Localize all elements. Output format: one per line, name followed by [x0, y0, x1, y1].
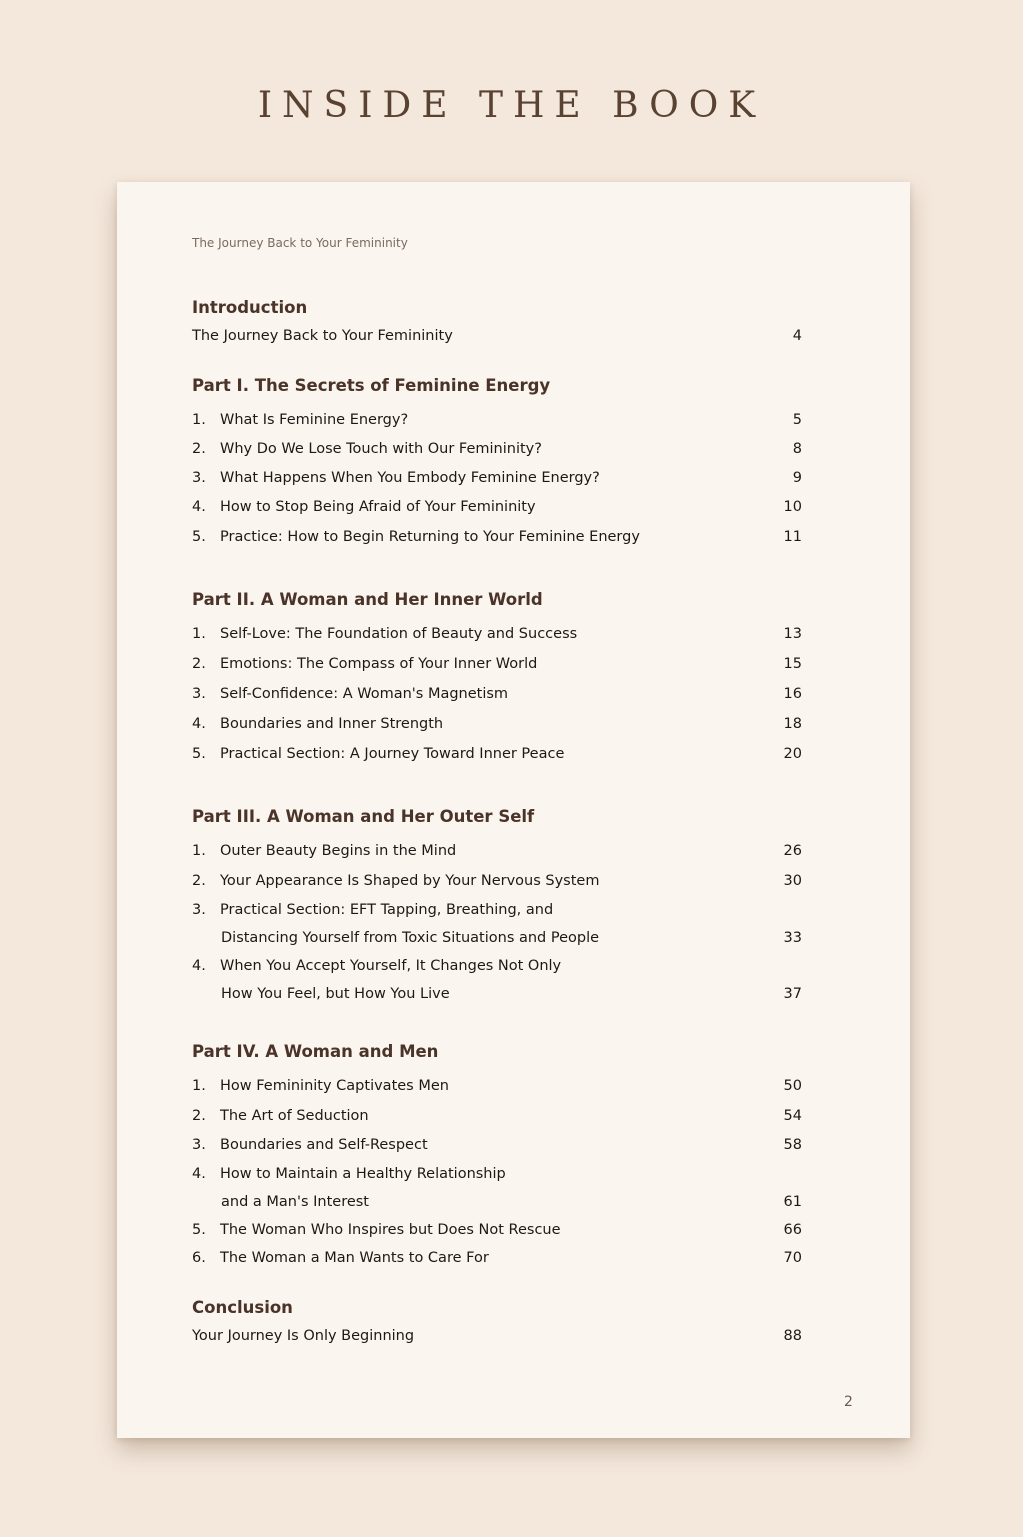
- toc-entry-title: Practical Section: EFT Tapping, Breathing, and: [220, 902, 554, 918]
- toc-entry-number: 3.: [192, 470, 206, 486]
- running-header: The Journey Back to Your Femininity: [192, 236, 408, 250]
- toc-entry-page: 70: [783, 1250, 802, 1266]
- toc-entry-title: How Femininity Captivates Men: [220, 1078, 449, 1094]
- section-title-conclusion: Conclusion: [192, 1298, 293, 1317]
- toc-entry-page: 61: [783, 1194, 802, 1210]
- toc-entry-number: 4.: [192, 958, 206, 974]
- toc-entry-number: 2.: [192, 441, 206, 457]
- toc-entry-page: 16: [783, 686, 802, 702]
- toc-entry-page: 30: [783, 873, 802, 889]
- toc-entry-page: 8: [792, 441, 802, 457]
- toc-entry-page: 33: [783, 930, 802, 946]
- toc-entry-title: When You Accept Yourself, It Changes Not Only: [220, 958, 562, 974]
- toc-entry-page: 37: [783, 986, 802, 1002]
- toc-entry-title: Emotions: The Compass of Your Inner World: [220, 656, 538, 672]
- toc-entry-page: 20: [783, 746, 802, 762]
- toc-entry-title: How to Maintain a Healthy Relationship: [220, 1166, 506, 1182]
- toc-entry-page: 66: [783, 1222, 802, 1238]
- toc-entry-title-continued: Distancing Yourself from Toxic Situations and People: [221, 930, 600, 946]
- toc-entry-number: 4.: [192, 1166, 206, 1182]
- toc-entry-title: Your Appearance Is Shaped by Your Nervous System: [220, 873, 600, 889]
- toc-entry-page: 5: [792, 412, 802, 428]
- toc-entry-title: What Happens When You Embody Feminine Energy?: [220, 470, 600, 486]
- toc-entry-number: 3.: [192, 1137, 206, 1153]
- toc-entry-title: Boundaries and Inner Strength: [220, 716, 444, 732]
- book-page: [117, 182, 910, 1438]
- toc-entry-page: 13: [783, 626, 802, 642]
- toc-entry-page: 4: [792, 328, 802, 344]
- toc-entry-title: The Woman Who Inspires but Does Not Rescue: [220, 1222, 561, 1238]
- toc-entry-title-continued: How You Feel, but How You Live: [221, 986, 450, 1002]
- toc-entry-number: 4.: [192, 716, 206, 732]
- toc-entry-number: 1.: [192, 626, 206, 642]
- toc-entry-page: 15: [783, 656, 802, 672]
- toc-entry-page: 18: [783, 716, 802, 732]
- toc-entry-number: 1.: [192, 412, 206, 428]
- toc-entry-page: 54: [783, 1108, 802, 1124]
- toc-entry-page: 88: [783, 1328, 802, 1344]
- toc-entry-title: Self-Love: The Foundation of Beauty and Success: [220, 626, 578, 642]
- toc-entry-title: Your Journey Is Only Beginning: [192, 1328, 415, 1344]
- section-title-introduction: Introduction: [192, 298, 308, 317]
- toc-entry-title: Practical Section: A Journey Toward Inner Peace: [220, 746, 565, 762]
- toc-entry-number: 5.: [192, 1222, 206, 1238]
- toc-entry-title: Self-Confidence: A Woman's Magnetism: [220, 686, 509, 702]
- section-title-part-2: Part II. A Woman and Her Inner World: [192, 590, 543, 609]
- toc-entry-title: How to Stop Being Afraid of Your Femininity: [220, 499, 536, 515]
- toc-entry-page: 9: [792, 470, 802, 486]
- toc-entry-page: 26: [783, 843, 802, 859]
- page-number: 2: [844, 1394, 853, 1410]
- toc-entry-page: 11: [783, 529, 802, 545]
- toc-entry-title: Outer Beauty Begins in the Mind: [220, 843, 457, 859]
- toc-entry-number: 3.: [192, 686, 206, 702]
- toc-entry-page: 50: [783, 1078, 802, 1094]
- toc-entry-page: 10: [783, 499, 802, 515]
- toc-entry-title: The Woman a Man Wants to Care For: [220, 1250, 489, 1266]
- toc-entry-title: Why Do We Lose Touch with Our Femininity?: [220, 441, 542, 457]
- toc-entry-number: 5.: [192, 746, 206, 762]
- toc-entry-title: Practice: How to Begin Returning to Your Feminine Energy: [220, 529, 640, 545]
- toc-entry-title: The Journey Back to Your Femininity: [192, 328, 453, 344]
- toc-entry-number: 5.: [192, 529, 206, 545]
- toc-entry-number: 2.: [192, 873, 206, 889]
- toc-entry-title-continued: and a Man's Interest: [221, 1194, 369, 1210]
- toc-entry-number: 2.: [192, 656, 206, 672]
- toc-entry-title: What Is Feminine Energy?: [220, 412, 409, 428]
- toc-entry-number: 2.: [192, 1108, 206, 1124]
- toc-entry-number: 3.: [192, 902, 206, 918]
- toc-entry-title: The Art of Seduction: [220, 1108, 369, 1124]
- toc-entry-number: 1.: [192, 843, 206, 859]
- main-heading: INSIDE THE BOOK: [257, 85, 766, 126]
- toc-entry-page: 58: [783, 1137, 802, 1153]
- section-title-part-4: Part IV. A Woman and Men: [192, 1042, 439, 1061]
- toc-entry-number: 6.: [192, 1250, 206, 1266]
- section-title-part-1: Part I. The Secrets of Feminine Energy: [192, 376, 551, 395]
- section-title-part-3: Part III. A Woman and Her Outer Self: [192, 807, 535, 826]
- toc-entry-number: 4.: [192, 499, 206, 515]
- toc-entry-number: 1.: [192, 1078, 206, 1094]
- toc-entry-title: Boundaries and Self-Respect: [220, 1137, 428, 1153]
